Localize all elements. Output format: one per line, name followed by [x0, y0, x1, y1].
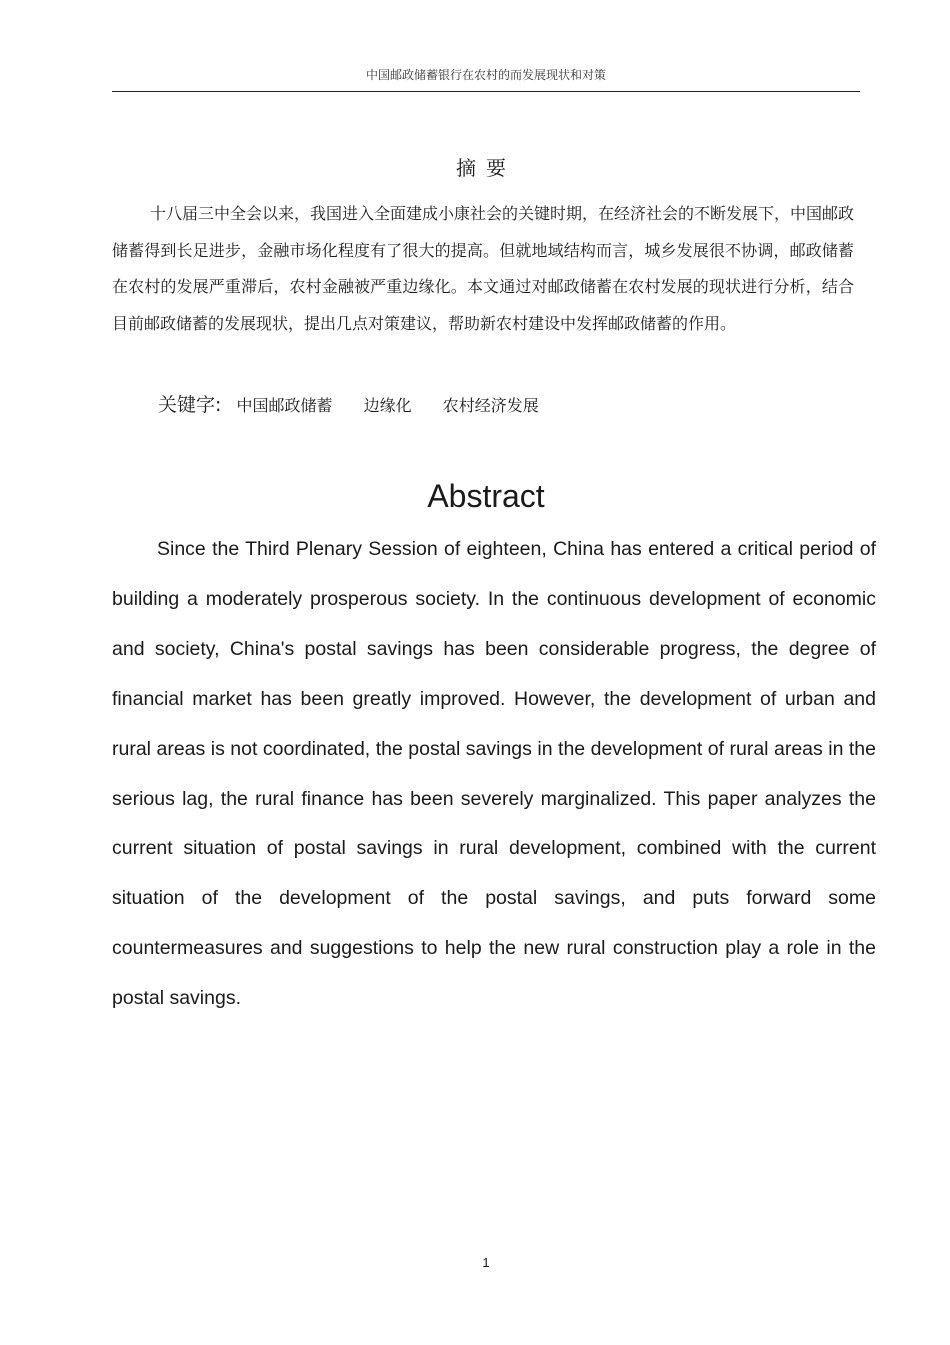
chinese-abstract-title: 摘要	[456, 156, 516, 180]
keywords-line	[158, 390, 565, 417]
chinese-abstract-body: 十八届三中全会以来，我国进入全面建成小康社会的关键时期，在经济社会的不断发展下，中国邮政储蓄得到长足进步，金融市场化程度有了很大的提高。但就地域结构而言，城乡发展很不协调，邮政储蓄在农村的发展严重滞后，农村金融被严重边缘化。本文通过对邮政储蓄在农村发展的现状进行分析，结合目前邮政储蓄的发展现状，提出几点对策建议，帮助新农村建设中发挥邮政储蓄的作用。	[112, 204, 855, 333]
header-rule	[112, 91, 860, 92]
running-header: 中国邮政储蓄银行在农村的而发展现状和对策	[365, 68, 606, 82]
english-abstract-title: Abstract	[427, 478, 545, 514]
page-number: 1	[482, 1255, 490, 1270]
keyword-item: 中国邮政储蓄	[236, 396, 333, 415]
keywords-label: 关键字:	[158, 394, 222, 416]
keyword-item: 边缘化	[363, 396, 412, 415]
keyword-item: 农村经济发展	[442, 396, 539, 415]
english-abstract-body: Since the Third Plenary Session of eighteen, China has entered a critical period of building a moderately prosperous society. In the continuous development of economic and society, China's postal savings has been considerable progress, the degree of financial market has been greatly improved. However, the development of urban and rural areas is not coordinated, the postal savings in the development of rural areas in the serious lag, the rural finance has been severely marginalized. This paper analyzes the current situation of postal savings in rural development, combined with the current situation of the development of the postal savings, and puts forward some countermeasures and suggestions to help the new rural construction play a role in the postal savings.	[112, 538, 876, 1010]
